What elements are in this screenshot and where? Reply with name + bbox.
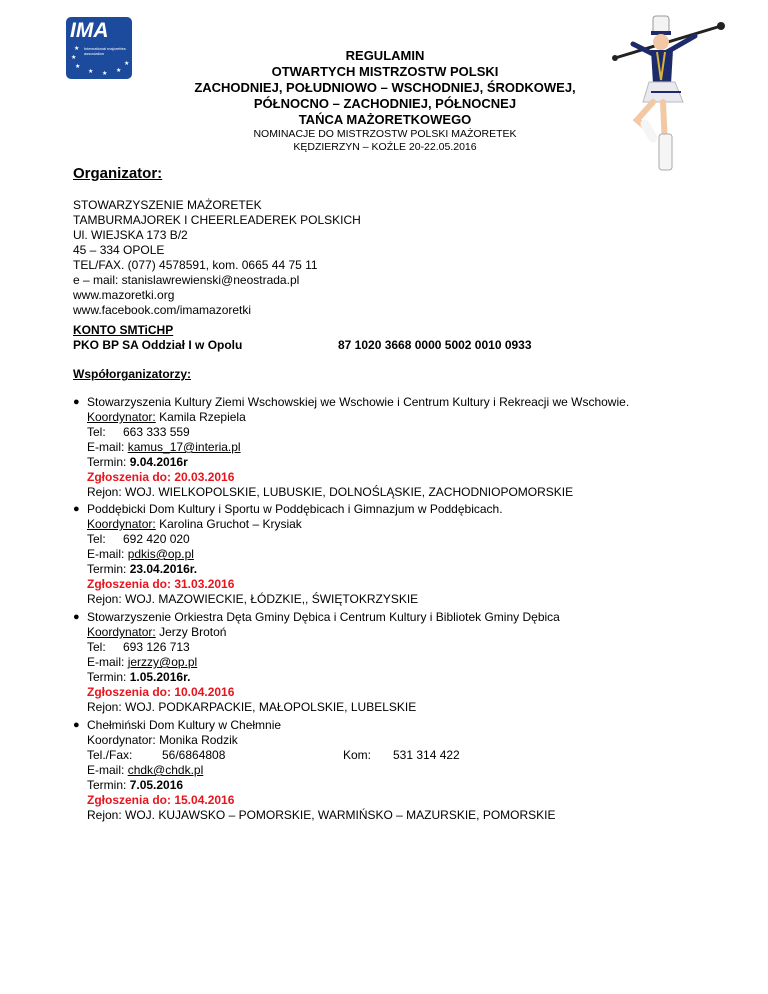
coorganizer-section xyxy=(73,395,630,500)
header-line: ZACHODNIEJ, POŁUDNIOWO – WSCHODNIEJ, ŚRODKOWEJ, xyxy=(194,80,576,95)
kom-value: 531 314 422 xyxy=(393,748,460,762)
email-label: E-mail: xyxy=(87,763,125,777)
star-icon: ★ xyxy=(71,55,77,61)
header-line: TAŃCA MAŻORETKOWEGO xyxy=(298,112,472,127)
star-icon: ★ xyxy=(124,61,130,67)
email-link[interactable]: chdk@chdk.pl xyxy=(127,763,204,777)
organizer-line: TAMBURMAJOREK I CHEERLEADEREK POLSKICH xyxy=(73,213,361,227)
termin-value: 23.04.2016r. xyxy=(129,562,198,576)
tel-label: Tel: xyxy=(87,425,106,439)
star-icon: ★ xyxy=(102,71,108,77)
termin-value: 1.05.2016r. xyxy=(129,670,191,684)
document-header xyxy=(160,48,610,154)
termin-label: Termin: xyxy=(87,562,127,576)
coorganizer-section xyxy=(73,718,556,823)
bullet-icon: ● xyxy=(73,719,80,731)
coordinator-name: Karolina Gruchot – Krysiak xyxy=(159,517,302,531)
region: Rejon: WOJ. WIELKOPOLSKIE, LUBUSKIE, DOLNOŚLĄSKIE, ZACHODNIOPOMORSKIE xyxy=(87,485,574,499)
bullet-icon: ● xyxy=(73,396,80,408)
logo-subtitle: International majorettes association xyxy=(84,46,126,56)
kom-label: Kom: xyxy=(343,748,372,762)
account-title: KONTO SMTiCHP xyxy=(73,323,174,337)
account-number: 87 1020 3668 0000 5002 0010 0933 xyxy=(338,338,532,352)
coordinator-name: Monika Rodzik xyxy=(159,733,238,747)
tel-fax-label: Tel./Fax: xyxy=(87,748,133,762)
email-label: E-mail: xyxy=(87,440,125,454)
organizer-email: e – mail: stanislawrewienski@neostrada.pl xyxy=(73,273,300,287)
coorganizer-section xyxy=(73,610,560,715)
organizer-website: www.mazoretki.org xyxy=(73,288,175,302)
region: Rejon: WOJ. MAZOWIECKIE, ŁÓDZKIE,, ŚWIĘTOKRZYSKIE xyxy=(87,592,419,606)
termin-value: 7.05.2016 xyxy=(129,778,184,792)
organizer-line: STOWARZYSZENIE MAŻORETEK xyxy=(73,198,262,212)
coordinator-name: Jerzy Brotoń xyxy=(159,625,227,639)
deadline: Zgłoszenia do: 10.04.2016 xyxy=(87,685,235,699)
email-link[interactable]: jerzzy@op.pl xyxy=(127,655,198,669)
coorganizers-title: Współorganizatorzy: xyxy=(73,367,192,381)
deadline: Zgłoszenia do: 20.03.2016 xyxy=(87,470,235,484)
organizer-details xyxy=(73,198,361,318)
tel-value: 693 126 713 xyxy=(123,640,190,654)
bullet-icon: ● xyxy=(73,503,80,515)
coorganizer-section xyxy=(73,502,503,607)
deadline: Zgłoszenia do: 31.03.2016 xyxy=(87,577,235,591)
region: Rejon: WOJ. KUJAWSKO – POMORSKIE, WARMIŃSKO – MAZURSKIE, POMORSKIE xyxy=(87,808,556,822)
tel-label: Tel: xyxy=(87,640,106,654)
email-link[interactable]: pdkis@op.pl xyxy=(127,547,194,561)
header-subline: KĘDZIERZYN – KOŹLE 20-22.05.2016 xyxy=(293,141,477,153)
star-icon: ★ xyxy=(75,64,81,70)
header-subline: NOMINACJE DO MISTRZOSTW POLSKI MAŻORETEK xyxy=(253,128,517,140)
email-link[interactable]: kamus_17@interia.pl xyxy=(127,440,241,454)
majorette-illustration xyxy=(607,14,727,179)
ima-logo xyxy=(66,17,132,79)
region: Rejon: WOJ. PODKARPACKIE, MAŁOPOLSKIE, LUBELSKIE xyxy=(87,700,417,714)
coorganizer-name: Stowarzyszenie Orkiestra Dęta Gminy Dębica i Centrum Kultury i Bibliotek Gminy Dębica xyxy=(87,610,560,624)
bullet-icon: ● xyxy=(73,611,80,623)
tel-label: Tel: xyxy=(87,532,106,546)
coorganizer-name: Poddębicki Dom Kultury i Sportu w Poddębicach i Gimnazjum w Poddębicach. xyxy=(87,502,503,516)
email-label: E-mail: xyxy=(87,547,125,561)
logo-text: IMA xyxy=(70,19,109,42)
header-line: PÓŁNOCNO – ZACHODNIEJ, PÓŁNOCNEJ xyxy=(253,96,517,111)
star-icon: ★ xyxy=(74,46,80,52)
coordinator-label: Koordynator: xyxy=(87,733,156,747)
account-bank: PKO BP SA Oddział I w Opolu xyxy=(73,338,243,352)
star-icon: ★ xyxy=(116,68,122,74)
tel-value: 692 420 020 xyxy=(123,532,190,546)
termin-label: Termin: xyxy=(87,670,127,684)
organizer-line: TEL/FAX. (077) 4578591, kom. 0665 44 75 11 xyxy=(73,258,318,272)
organizer-line: Ul. WIEJSKA 173 B/2 xyxy=(73,228,188,242)
coorganizer-name: Stowarzyszenia Kultury Ziemi Wschowskiej we Wschowie i Centrum Kultury i Rekreacji we Wschowie. xyxy=(87,395,630,409)
coordinator-label: Koordynator: xyxy=(87,410,156,424)
email-label: E-mail: xyxy=(87,655,125,669)
organizer-line: 45 – 334 OPOLE xyxy=(73,243,165,257)
header-line: REGULAMIN xyxy=(345,48,425,63)
termin-label: Termin: xyxy=(87,455,127,469)
coordinator-label: Koordynator: xyxy=(87,625,156,639)
tel-fax-value: 56/6864808 xyxy=(162,748,226,762)
header-line: OTWARTYCH MISTRZOSTW POLSKI xyxy=(271,64,499,79)
coordinator-label: Koordynator: xyxy=(87,517,156,531)
tel-value: 663 333 559 xyxy=(123,425,190,439)
coordinator-name: Kamila Rzepiela xyxy=(159,410,246,424)
termin-label: Termin: xyxy=(87,778,127,792)
deadline: Zgłoszenia do: 15.04.2016 xyxy=(87,793,235,807)
organizer-facebook: www.facebook.com/imamazoretki xyxy=(73,303,252,317)
termin-value: 9.04.2016r xyxy=(129,455,188,469)
coorganizer-name: Chełmiński Dom Kultury w Chełmnie xyxy=(87,718,282,732)
organizer-title: Organizator: xyxy=(73,165,163,182)
star-icon: ★ xyxy=(88,69,94,75)
